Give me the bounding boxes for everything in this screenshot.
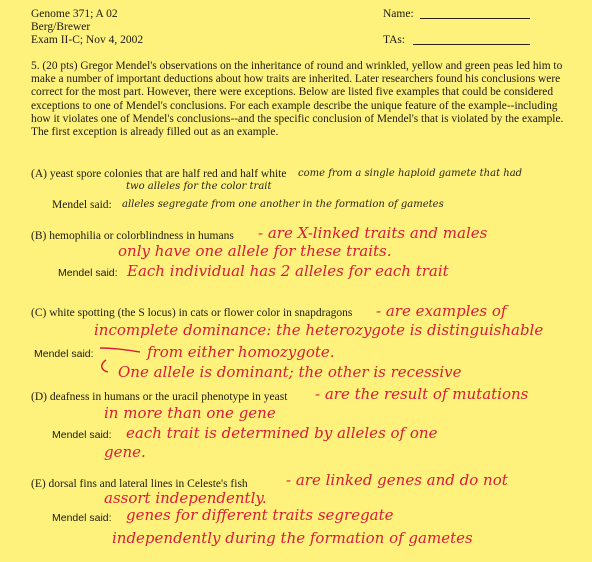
item-d-mendel-answer-line2: gene. xyxy=(104,443,146,461)
exam-date: Exam II-C; Nov 4, 2002 xyxy=(31,34,144,46)
item-a-answer-line2: two alleles for the color trait xyxy=(126,181,272,192)
item-b-mendel-label: Mendel said: xyxy=(58,267,118,279)
item-b-answer-line2: only have one allele for these traits. xyxy=(118,242,392,260)
item-a-mendel-label: Mendel said: xyxy=(52,199,112,211)
item-c-answer-line2: incomplete dominance: the heterozygote is distinguishable xyxy=(94,321,544,339)
item-e-mendel-label: Mendel said: xyxy=(52,512,112,524)
item-a-mendel-answer: alleles segregate from one another in the formation of gametes xyxy=(122,199,444,210)
item-c-mendel-label: Mendel said: xyxy=(34,348,94,360)
item-d-mendel-label: Mendel said: xyxy=(52,429,112,441)
item-e-mendel-answer-line2: independently during the formation of gametes xyxy=(112,529,473,547)
item-e-mendel-answer-line1: genes for different traits segregate xyxy=(126,506,394,524)
item-c-mendel-answer-line2: One allele is dominant; the other is recessive xyxy=(118,363,462,381)
instructors: Berg/Brewer xyxy=(31,21,91,33)
item-e-answer-line1: - are linked genes and do not xyxy=(286,471,508,489)
item-d-answer-line1: - are the result of mutations xyxy=(315,385,529,403)
item-b-prompt: (B) hemophilia or colorblindness in humans xyxy=(31,230,234,242)
item-c-prompt: (C) white spotting (the S locus) in cats or flower color in snapdragons xyxy=(31,307,353,319)
item-e-prompt: (E) dorsal fins and lateral lines in Celeste's fish xyxy=(31,478,248,490)
item-d-prompt: (D) deafness in humans or the uracil phenotype in yeast xyxy=(31,391,288,403)
item-a-prompt: (A) yeast spore colonies that are half red and half white xyxy=(31,168,287,180)
tas-field[interactable] xyxy=(413,33,530,45)
item-c-mendel-answer-line1: from either homozygote. xyxy=(147,343,335,361)
name-field[interactable] xyxy=(420,7,530,19)
name-label: Name: xyxy=(383,8,414,20)
item-b-answer-line1: - are X-linked traits and males xyxy=(258,224,488,242)
course-code: Genome 371; A 02 xyxy=(31,8,118,20)
item-a-answer-line1: come from a single haploid gamete that had xyxy=(298,168,523,179)
item-c-answer-line1: - are examples of xyxy=(376,302,507,320)
item-d-mendel-answer-line1: each trait is determined by alleles of one xyxy=(126,424,438,442)
item-e-answer-line2: assort independently. xyxy=(104,489,267,507)
item-b-mendel-answer: Each individual has 2 alleles for each trait xyxy=(127,262,449,280)
item-d-answer-line2: in more than one gene xyxy=(104,404,276,422)
tas-label: TAs: xyxy=(383,34,406,46)
question-text: 5. (20 pts) Gregor Mendel's observations on the inheritance of round and wrinkled, yellow and green peas led him to make a number of important deductions about how traits are inherited. Later researchers found his conclusions were correct for the most part. However, there were exceptions. Below are listed five examples that could be considered exceptions to one of Mendel's conclusions. For each example describe the unique feature of the example--including how it violates one of Mendel's conclusions--and the specific conclusion of Mendel's that is violated by the example. The first exception is already filled out as an example. xyxy=(31,60,564,139)
